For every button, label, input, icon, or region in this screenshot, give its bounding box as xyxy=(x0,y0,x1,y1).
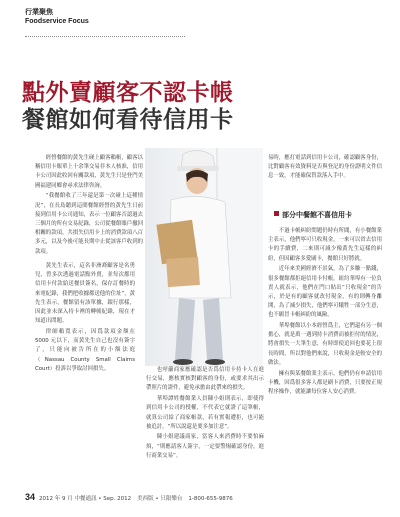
section-tag-en: Foodservice Focus xyxy=(25,18,89,26)
paragraph: 黃先生表示，這名非洲裔顧客是名勇兒，曾多次透過電話點外賣，並每次都用信用卡付款給送餐員簽名，保存訂餐時的來電紀錄，我們把收據都送他的住址”，黃先生表示，餐館留有該單據，銀行那樣，因此並未深入持卡裡的轉帳紀錄，現在才知道出問題。 xyxy=(35,263,135,325)
paragraph: 也呼籲商家應確認是否爲信用卡持卡人在進行交易，應核實核對顧客的身份，或要求其出示帶照片的證件，避免承擔由此帶來的損失。 xyxy=(146,367,264,392)
header-rule xyxy=(25,36,185,37)
paragraph: “我餐館收了三年還是第一次碰上這種情況”，在長島聽到這間餐館經營的黃先生日前接到信用卡公司通知，表示一位顧客否認過去三個月的所有交易紀錄，公司從餐館賬戶撤回相關的款項，共損失信用卡上的消費款項八百多元，以及今後可能長期中止從該客戶收到的款項。 xyxy=(35,193,143,255)
paragraph: 易時，應打電話到信用卡公司，確認顧客身份，比對顧客有效資料是否與登記的身份證明文件信息一致，才能確保貨款落入手中。 xyxy=(268,155,382,180)
paragraph: 經營餐館的黃先生碰上顧客賴帳，顧客以稱信用卡賬單上十余筆交易非本人核准，信用卡公司因此收回有關款項，黃先生只是登門美國福建同鄉會尋求法律咨詢。 xyxy=(35,155,143,189)
body-column-1-lower xyxy=(35,262,135,375)
paragraph: 陳小姐建議商家，當客人來消費時不要怕麻煩，“則應請客人簽字，一定要警惕確認身份，進行商業交易”。 xyxy=(146,434,264,459)
body-column-1 xyxy=(35,154,143,258)
subheading xyxy=(274,210,352,220)
paragraph: 擁有與某餐館業主表示，他們仍有申請信用卡機，因爲很多客人都是刷卡消費，只要按正規程序操作，就能讓每位客人安心消費。 xyxy=(268,370,382,395)
footer-phone: 1-800-655-9876 xyxy=(188,496,233,502)
page-footer xyxy=(25,492,239,502)
section-tag-zh: 行業聚焦 xyxy=(25,8,53,16)
headline-line-1: 點外賣顧客不認卡帳 xyxy=(22,79,234,106)
paragraph: 華埠譚姓餐館業人員陳小姐則表示，即使得到信用卡公司的授權，不代表它就證了這筆帳，就算公司給了商家帳款，若有實報遭拒，也可能被追討，“所以說還是要多加注意”。 xyxy=(146,396,264,430)
delivery-worker-photo xyxy=(145,148,263,366)
paragraph: 華埠餐館以小本經營爲主，它們還有另一個擔心，就是萬一遇到持卡消費而被拒付的情況，將會損失一大筆生意，有時即使追回也要花上很長時間，所以對他們來說，只收現金是較安全的做法。 xyxy=(268,323,382,366)
body-column-2 xyxy=(146,366,264,463)
subheading-marker-icon xyxy=(274,211,279,216)
footer-date: 2012 年 9 月 中餐通訊 • Sep. 2012 xyxy=(39,496,132,502)
footer-brand: 美西版 • 只限樂台 xyxy=(137,496,183,502)
body-column-3-lower xyxy=(268,227,382,399)
subheading-text: 部分中餐館不喜信用卡 xyxy=(282,211,352,219)
paragraph: 不過卡帳糾紛問題仍時有所聞，有小餐館業主表示，他們寧可只收現金，一來可以省去信用卡的手續費，二來則可減少像黃先生這樣的糾紛，但因顧客多愛刷卡，餐館只好將就。 xyxy=(268,228,382,262)
paragraph: 近年來美國經濟不景氣，為了多賺一點錢，很多餐館都拒絕信用卡付帳，紐約華埠有一位負責人就表示，他們在門口貼出“只收現金”的告示，於是有的顧客就改付現金，有的則轉身離開，為了減少損失，他們寧可犧牲一部分生意，也不願冒卡帳糾紛的風險。 xyxy=(268,266,382,319)
page-number: 34 xyxy=(25,492,36,502)
headline-line-2: 餐館如何看待信用卡 xyxy=(22,106,234,133)
body-column-3 xyxy=(268,154,382,183)
paragraph: 律師賴寬表示，因爲款項金額在 5000 元以下，而黃先生自己也沒有簽字了，只能向被告所在的小額法庭（Nassau County Small Claims Court）投訴以爭取討回損失。 xyxy=(35,328,135,372)
section-tag xyxy=(25,8,89,26)
